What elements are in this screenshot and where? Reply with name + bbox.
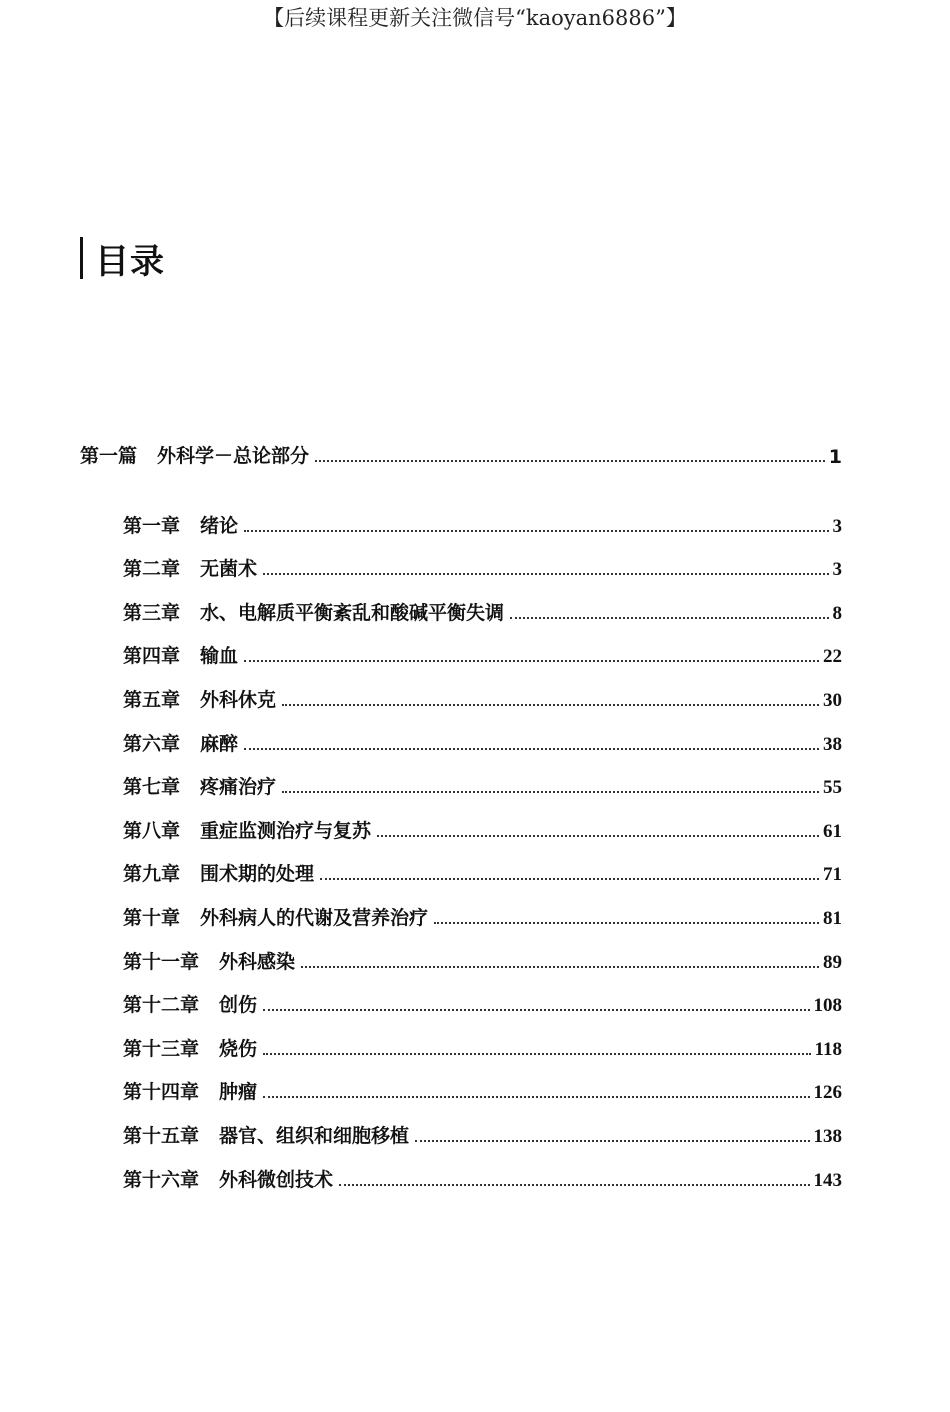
chapter-number: 第十二章 xyxy=(123,994,200,1017)
chapter-title: 外科感染 xyxy=(219,950,296,973)
toc-chapter-entry[interactable] xyxy=(80,494,842,538)
toc-chapter-entry[interactable] xyxy=(80,1061,842,1105)
chapter-number: 第十一章 xyxy=(123,950,200,973)
chapter-page: 118 xyxy=(814,1038,842,1060)
chapter-title: 麻醉 xyxy=(200,732,239,755)
dot-leader xyxy=(510,617,828,619)
chapter-number: 第九章 xyxy=(123,863,181,886)
chapter-page: 143 xyxy=(813,1169,842,1191)
dot-leader xyxy=(263,1096,809,1098)
dot-leader xyxy=(263,1009,809,1011)
chapter-number: 第三章 xyxy=(123,601,181,624)
dot-leader xyxy=(244,660,819,662)
toc-chapter-entry[interactable] xyxy=(80,581,842,625)
chapter-page: 22 xyxy=(823,646,842,668)
dot-leader xyxy=(315,460,825,462)
chapter-number: 第十六章 xyxy=(123,1168,200,1191)
dot-leader xyxy=(434,922,819,924)
chapter-number: 第十三章 xyxy=(123,1037,200,1060)
chapter-page: 89 xyxy=(823,951,842,973)
chapter-page: 3 xyxy=(832,515,842,537)
chapter-number: 第十四章 xyxy=(123,1081,200,1104)
chapter-page: 30 xyxy=(823,689,842,711)
dot-leader xyxy=(415,1140,809,1142)
dot-leader xyxy=(263,573,828,575)
chapter-page: 55 xyxy=(823,777,842,799)
chapter-title: 器官、组织和细胞移植 xyxy=(219,1124,410,1147)
toc-chapter-entry[interactable] xyxy=(80,668,842,712)
toc-heading xyxy=(80,236,165,280)
table-of-contents xyxy=(80,436,842,1192)
chapter-page: 71 xyxy=(823,864,842,886)
chapter-page: 126 xyxy=(813,1082,842,1104)
chapter-number: 第七章 xyxy=(123,776,181,799)
toc-chapter-entry[interactable] xyxy=(80,974,842,1018)
toc-chapter-entry[interactable] xyxy=(80,712,842,756)
chapter-title: 外科病人的代谢及营养治疗 xyxy=(200,906,429,929)
dot-leader xyxy=(301,966,819,968)
toc-chapter-entry[interactable] xyxy=(80,843,842,887)
toc-chapter-entry[interactable] xyxy=(80,1148,842,1192)
chapter-number: 第二章 xyxy=(123,558,181,581)
chapter-title: 绪论 xyxy=(200,514,239,537)
chapter-page: 3 xyxy=(832,559,842,581)
heading-bar xyxy=(80,237,83,279)
chapter-number: 第六章 xyxy=(123,732,181,755)
chapter-title: 无菌术 xyxy=(200,558,258,581)
chapter-title: 疼痛治疗 xyxy=(200,776,277,799)
toc-part-entry[interactable] xyxy=(80,436,842,468)
chapter-page: 81 xyxy=(823,907,842,929)
chapter-title: 烧伤 xyxy=(219,1037,258,1060)
chapter-number: 第一章 xyxy=(123,514,181,537)
toc-chapter-entry[interactable] xyxy=(80,799,842,843)
chapter-title: 外科休克 xyxy=(200,688,277,711)
dot-leader xyxy=(244,530,828,532)
toc-chapter-entry[interactable] xyxy=(80,538,842,582)
chapter-number: 第十章 xyxy=(123,906,181,929)
toc-chapter-entry[interactable] xyxy=(80,1017,842,1061)
chapter-title: 创伤 xyxy=(219,994,258,1017)
dot-leader xyxy=(320,878,819,880)
part-title: 外科学－总论部分 xyxy=(157,445,310,467)
toc-chapter-entry[interactable] xyxy=(80,930,842,974)
chapter-number: 第四章 xyxy=(123,645,181,668)
part-page: 1 xyxy=(828,446,842,468)
header-note: 【后续课程更新关注微信号“kaoyan6886”】 xyxy=(263,6,687,30)
chapter-title: 重症监测治疗与复苏 xyxy=(200,819,372,842)
chapter-number: 第八章 xyxy=(123,819,181,842)
chapter-number: 第五章 xyxy=(123,688,181,711)
chapter-page: 108 xyxy=(813,995,842,1017)
chapter-title: 外科微创技术 xyxy=(219,1168,334,1191)
dot-leader xyxy=(244,748,819,750)
page-title: 目录 xyxy=(95,241,165,282)
toc-chapter-entry[interactable] xyxy=(80,756,842,800)
dot-leader xyxy=(263,1053,811,1055)
toc-chapter-entry[interactable] xyxy=(80,1104,842,1148)
chapter-title: 肿瘤 xyxy=(219,1081,258,1104)
chapter-page: 61 xyxy=(823,820,842,842)
chapter-page: 38 xyxy=(823,733,842,755)
toc-chapter-entry[interactable] xyxy=(80,625,842,669)
dot-leader xyxy=(377,835,819,837)
toc-chapter-entry[interactable] xyxy=(80,886,842,930)
chapter-title: 输血 xyxy=(200,645,239,668)
chapter-page: 138 xyxy=(813,1125,842,1147)
part-number: 第一篇 xyxy=(80,445,138,467)
dot-leader xyxy=(282,791,819,793)
chapter-title: 围术期的处理 xyxy=(200,863,315,886)
chapter-title: 水、电解质平衡紊乱和酸碱平衡失调 xyxy=(200,601,505,624)
chapter-number: 第十五章 xyxy=(123,1124,200,1147)
chapter-page: 8 xyxy=(832,602,842,624)
dot-leader xyxy=(282,704,819,706)
dot-leader xyxy=(339,1184,809,1186)
